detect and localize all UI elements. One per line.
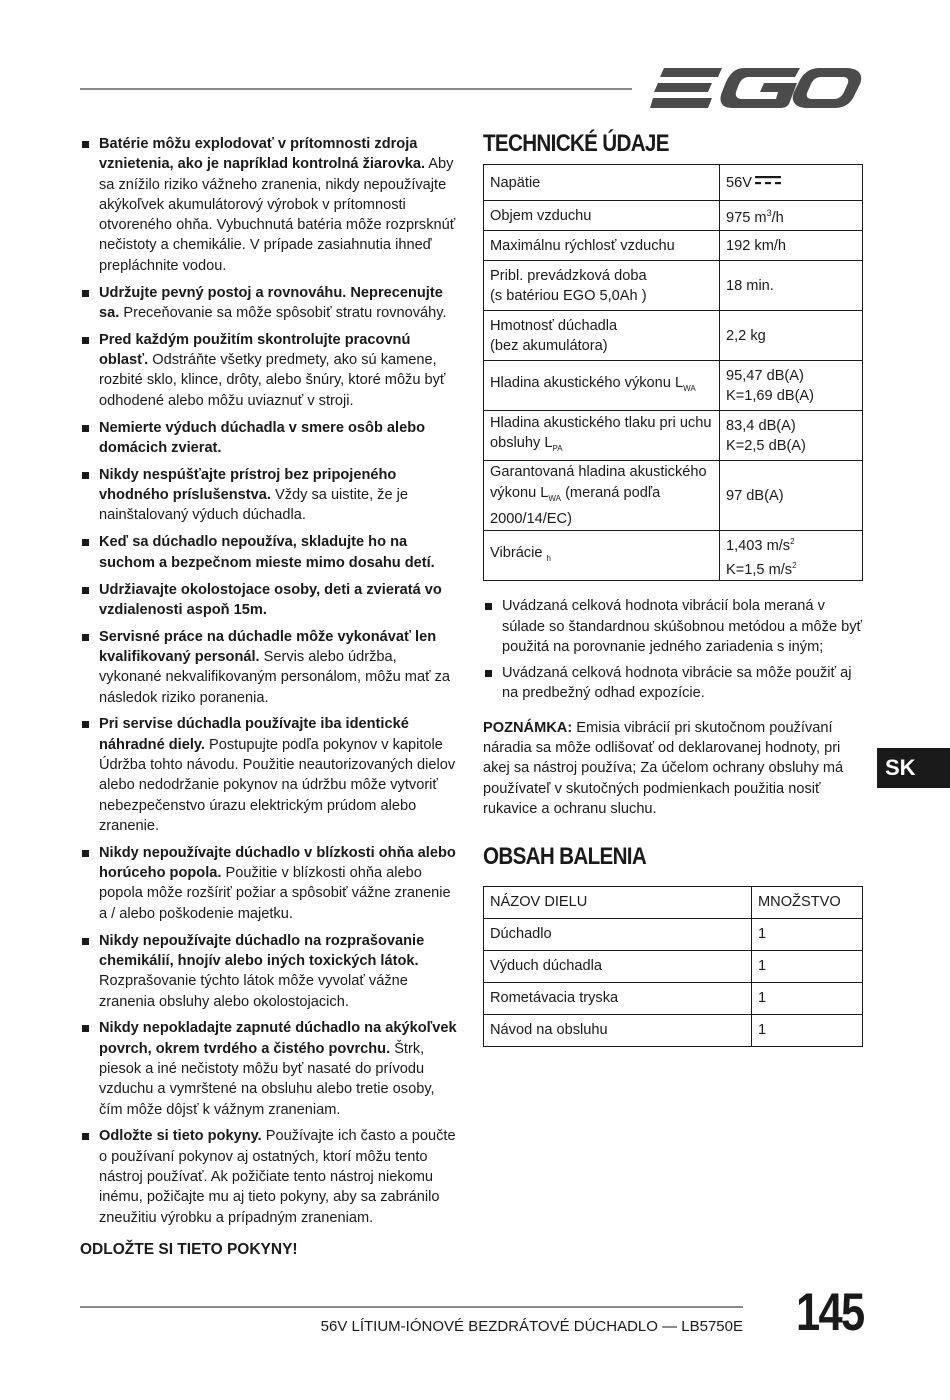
value-text: K=1,5 m/s bbox=[726, 561, 793, 578]
safety-warning-item bbox=[80, 931, 462, 1012]
part-quantity: 1 bbox=[752, 918, 863, 950]
label-line: Garantovaná hladina akustického bbox=[490, 464, 707, 481]
warning-heading: Udržujte pevný postoj a rovnováhu. Neprecenujte sa. bbox=[99, 284, 443, 321]
spec-row bbox=[484, 165, 863, 201]
value-line: 95,47 dB(A) bbox=[726, 367, 804, 384]
label-subscript: WA bbox=[683, 383, 696, 393]
label-text: obsluhy L bbox=[490, 434, 553, 451]
label-subscript: PA bbox=[552, 443, 563, 453]
warning-heading: Nemierte výduch dúchadla v smere osôb alebo domácich zvierat. bbox=[99, 419, 426, 456]
contents-table bbox=[483, 886, 863, 1047]
value-superscript: 2 bbox=[790, 536, 795, 546]
value-text: 1,403 m/s bbox=[726, 537, 791, 554]
safety-warnings bbox=[80, 134, 462, 1260]
spec-row bbox=[484, 311, 863, 361]
warning-heading: Pred každým použitím skontrolujte pracovnú oblasť. bbox=[99, 331, 411, 369]
note-label: POZNÁMKA: bbox=[483, 719, 573, 736]
value-line: K=2,5 dB(A) bbox=[726, 437, 806, 454]
warning-text: Postupujte podľa pokynov v kapitole Údržba tohto návodu. Použitie neautorizovaných dielov alebo nedodržanie pokynov na údržbu môže vytvoriť nebezpečenstvo úrazu elektrickým prúdom alebo zranenie. bbox=[99, 736, 456, 834]
spec-label: Objem vzduchu bbox=[484, 201, 720, 231]
warning-heading: Odložte si tieto pokyny. bbox=[99, 1128, 262, 1145]
spec-value bbox=[720, 361, 863, 411]
warning-text: Aby sa znížilo riziko vážneho zranenia, nikdy nepoužívajte akýkoľvek akumulátorový výrobok v prítomnosti otvoreného ohňa. Vybuchnutá batéria môže rozprsknúť nečistoty a chemikálie. V prípade zasiahnutia ihneď prepláchnite vodou. bbox=[99, 156, 456, 274]
label-line: Hmotnosť dúchadla bbox=[490, 317, 618, 334]
safety-warning-item bbox=[80, 465, 462, 526]
label-line: Pribl. prevádzková doba bbox=[490, 267, 647, 284]
label-text: Hladina akustického výkonu L bbox=[490, 374, 684, 391]
footer-title: 56V LÍTIUM-IÓNOVÉ BEZDRÁTOVÉ DÚCHADLO — LB5750E bbox=[320, 1318, 743, 1335]
language-tab: SK bbox=[877, 748, 950, 788]
warning-heading: Servisné práce na dúchadle môže vykonávať len kvalifikovaný personál. bbox=[99, 628, 437, 665]
safety-warning-item bbox=[80, 330, 462, 411]
column-header: NÁZOV DIELU bbox=[484, 886, 752, 918]
spec-label: Napätie bbox=[484, 165, 720, 201]
table-row bbox=[484, 950, 863, 982]
value-superscript: 3 bbox=[766, 208, 772, 219]
part-quantity: 1 bbox=[752, 950, 863, 982]
voltage-value: 56V bbox=[726, 174, 752, 191]
direct-current-icon bbox=[755, 176, 781, 186]
value-line: K=1,69 dB(A) bbox=[726, 387, 815, 404]
value-text: /h bbox=[771, 210, 784, 227]
safety-warning-item bbox=[80, 418, 462, 459]
part-name: Rometávacia tryska bbox=[484, 982, 752, 1014]
part-name: Dúchadlo bbox=[484, 918, 752, 950]
warning-heading: Nikdy nepokladajte zapnuté dúchadlo na akýkoľvek povrch, okrem tvrdého a čistého povrchu. bbox=[99, 1020, 457, 1057]
safety-warning-item bbox=[80, 1126, 462, 1227]
safety-warning-item bbox=[80, 714, 462, 836]
spec-row bbox=[484, 411, 863, 461]
warning-text: Použitie v blízkosti ohňa alebo popola môže rozšíriť požiar a spôsobiť vážne zranenie a / alebo poškodenie majetku. bbox=[99, 865, 451, 922]
warning-text: Rozprašovanie týchto látok môže vyvolať vážne zranenia obsluhy alebo okolostojacich. bbox=[99, 973, 408, 1010]
page-number: 145 bbox=[796, 1283, 864, 1342]
warning-heading: Pri servise dúchadla používajte iba identické náhradné diely. bbox=[99, 716, 409, 753]
note-text: Emisia vibrácií pri skutočnom používaní náradia sa môže odlišovať od deklarovanej hodnoty, pri akej sa nástroj používa; Za účelom ochrany obsluhy má používateľ v skutočných podmienkach použitia nosiť rukavice a ochranu sluchu. bbox=[483, 719, 844, 817]
part-quantity: 1 bbox=[752, 1014, 863, 1046]
vibration-notes bbox=[483, 596, 863, 703]
column-header: MNOŽSTVO bbox=[752, 886, 863, 918]
spec-value: 97 dB(A) bbox=[720, 461, 863, 531]
safety-warning-item bbox=[80, 283, 462, 324]
warning-heading: Batérie môžu explodovať v prítomnosti zdroja vznietenia, ako je napríklad kontrolná žiarovka. bbox=[99, 136, 426, 173]
header-rule bbox=[80, 88, 632, 90]
spec-row bbox=[484, 361, 863, 411]
note-paragraph bbox=[483, 718, 863, 819]
closing-statement: ODLOŽTE SI TIETO POKYNY! bbox=[80, 1240, 298, 1258]
spec-value: 2,2 kg bbox=[720, 311, 863, 361]
spec-label: Maximálnu rýchlosť vzduchu bbox=[484, 231, 720, 261]
warning-text: Servis alebo údržba, vykonané nekvalifikovaným personálom, môžu mať za následok riziko poranenia. bbox=[99, 648, 451, 706]
specs-table bbox=[483, 164, 863, 581]
label-line: (s batériou EGO 5,0Ah ) bbox=[490, 287, 647, 304]
spec-row bbox=[484, 531, 863, 581]
value-line bbox=[726, 556, 856, 580]
warning-heading: Nikdy nepoužívajte dúchadlo na rozprašovanie chemikálií, hnojív alebo iných toxických látok. bbox=[99, 932, 425, 969]
note-item: Uvádzaná celková hodnota vibrácií bola meraná v súlade so štandardnou skúšobnou metódou a môže byť použitá na porovnanie jedného zariadenia s iným; bbox=[483, 596, 863, 657]
spec-label bbox=[484, 531, 720, 581]
safety-warning-item bbox=[80, 580, 462, 621]
label-line: (bez akumulátora) bbox=[490, 337, 608, 354]
label-subscript: WA bbox=[548, 493, 562, 503]
table-row bbox=[484, 982, 863, 1014]
spec-label bbox=[484, 311, 720, 361]
spec-row bbox=[484, 201, 863, 231]
spec-row bbox=[484, 461, 863, 531]
spec-label bbox=[484, 361, 720, 411]
spec-value: 18 min. bbox=[720, 261, 863, 311]
warning-text: Preceňovanie sa môže spôsobiť stratu rovnováhy. bbox=[119, 304, 447, 321]
safety-warning-item bbox=[80, 532, 462, 573]
spec-label bbox=[484, 411, 720, 461]
label-text: (meraná podľa bbox=[561, 484, 661, 501]
value-line bbox=[726, 532, 856, 556]
value-text: 975 m bbox=[726, 210, 767, 227]
part-name: Návod na obsluhu bbox=[484, 1014, 752, 1046]
warning-heading: Nikdy nespúšťajte prístroj bez pripojeného vhodného príslušenstva. bbox=[99, 466, 397, 504]
label-line: 2000/14/EC) bbox=[490, 510, 572, 527]
label-text: Vibrácie bbox=[490, 544, 547, 561]
warning-heading: Keď sa dúchadlo nepoužíva, skladujte ho na suchom a bezpečnom mieste mimo dosahu detí. bbox=[99, 534, 435, 571]
warning-heading: Udržiavajte okolostojace osoby, deti a zvieratá vo vzdialenosti aspoň 15m. bbox=[99, 581, 442, 618]
right-column bbox=[483, 130, 863, 1047]
spec-value: 192 km/h bbox=[720, 231, 863, 261]
label-text: výkonu L bbox=[490, 484, 549, 501]
part-name: Výduch dúchadla bbox=[484, 950, 752, 982]
spec-value bbox=[720, 201, 863, 231]
contents-title: OBSAH BALENIA bbox=[483, 843, 647, 871]
spec-value bbox=[720, 411, 863, 461]
warning-text: Vždy sa uistite, že je nainštalovaný výduch dúchadla. bbox=[99, 487, 409, 524]
label-line: Hladina akustického tlaku pri uchu bbox=[490, 414, 712, 431]
safety-warning-item bbox=[80, 627, 462, 708]
ego-logo bbox=[650, 64, 862, 112]
spec-label bbox=[484, 261, 720, 311]
warning-text: Odstráňte všetky predmety, ako sú kamene, rozbité sklo, klince, drôty, alebo šnúry, ktoré môžu byť odhodené alebo môžu uviaznuť v stroji. bbox=[99, 352, 446, 409]
safety-warning-item bbox=[80, 134, 462, 276]
table-header-row bbox=[484, 886, 863, 918]
label-line bbox=[490, 483, 713, 509]
table-row bbox=[484, 918, 863, 950]
spec-row bbox=[484, 231, 863, 261]
specs-title: TECHNICKÉ ÚDAJE bbox=[483, 130, 669, 157]
spec-value bbox=[720, 531, 863, 581]
note-item: Uvádzaná celková hodnota vibrácie sa môže použiť aj na predbežný odhad expozície. bbox=[483, 663, 863, 704]
warning-heading: Nikdy nepoužívajte dúchadlo v blízkosti ohňa alebo horúceho popola. bbox=[99, 844, 456, 882]
footer-rule bbox=[80, 1306, 743, 1308]
spec-label bbox=[484, 461, 720, 531]
value-line: 83,4 dB(A) bbox=[726, 417, 796, 434]
value-superscript: 2 bbox=[792, 560, 797, 570]
label-line bbox=[490, 433, 713, 459]
table-row bbox=[484, 1014, 863, 1046]
warning-text: Používajte ich často a poučte o používaní pokynov aj ostatných, ktorí môžu tento nástroj používať. Ak požičiate tento nástroj niekomu inému, požičajte mu aj tieto pokyny, aby sa zabránilo zneužitiu výrobku a prípadným zraneniam. bbox=[99, 1128, 456, 1226]
part-quantity: 1 bbox=[752, 982, 863, 1014]
spec-value bbox=[720, 165, 863, 201]
label-subscript: h bbox=[546, 553, 551, 563]
warning-text: Štrk, piesok a iné nečistoty môžu byť nasaté do prívodu vzduchu a vymrštené na obsluhu alebo tretie osoby, čím môže dôjsť k vážnym zraneniam. bbox=[99, 1040, 435, 1118]
safety-warning-list bbox=[80, 134, 462, 1228]
safety-warning-item bbox=[80, 843, 462, 924]
safety-warning-item bbox=[80, 1018, 462, 1119]
spec-row bbox=[484, 261, 863, 311]
